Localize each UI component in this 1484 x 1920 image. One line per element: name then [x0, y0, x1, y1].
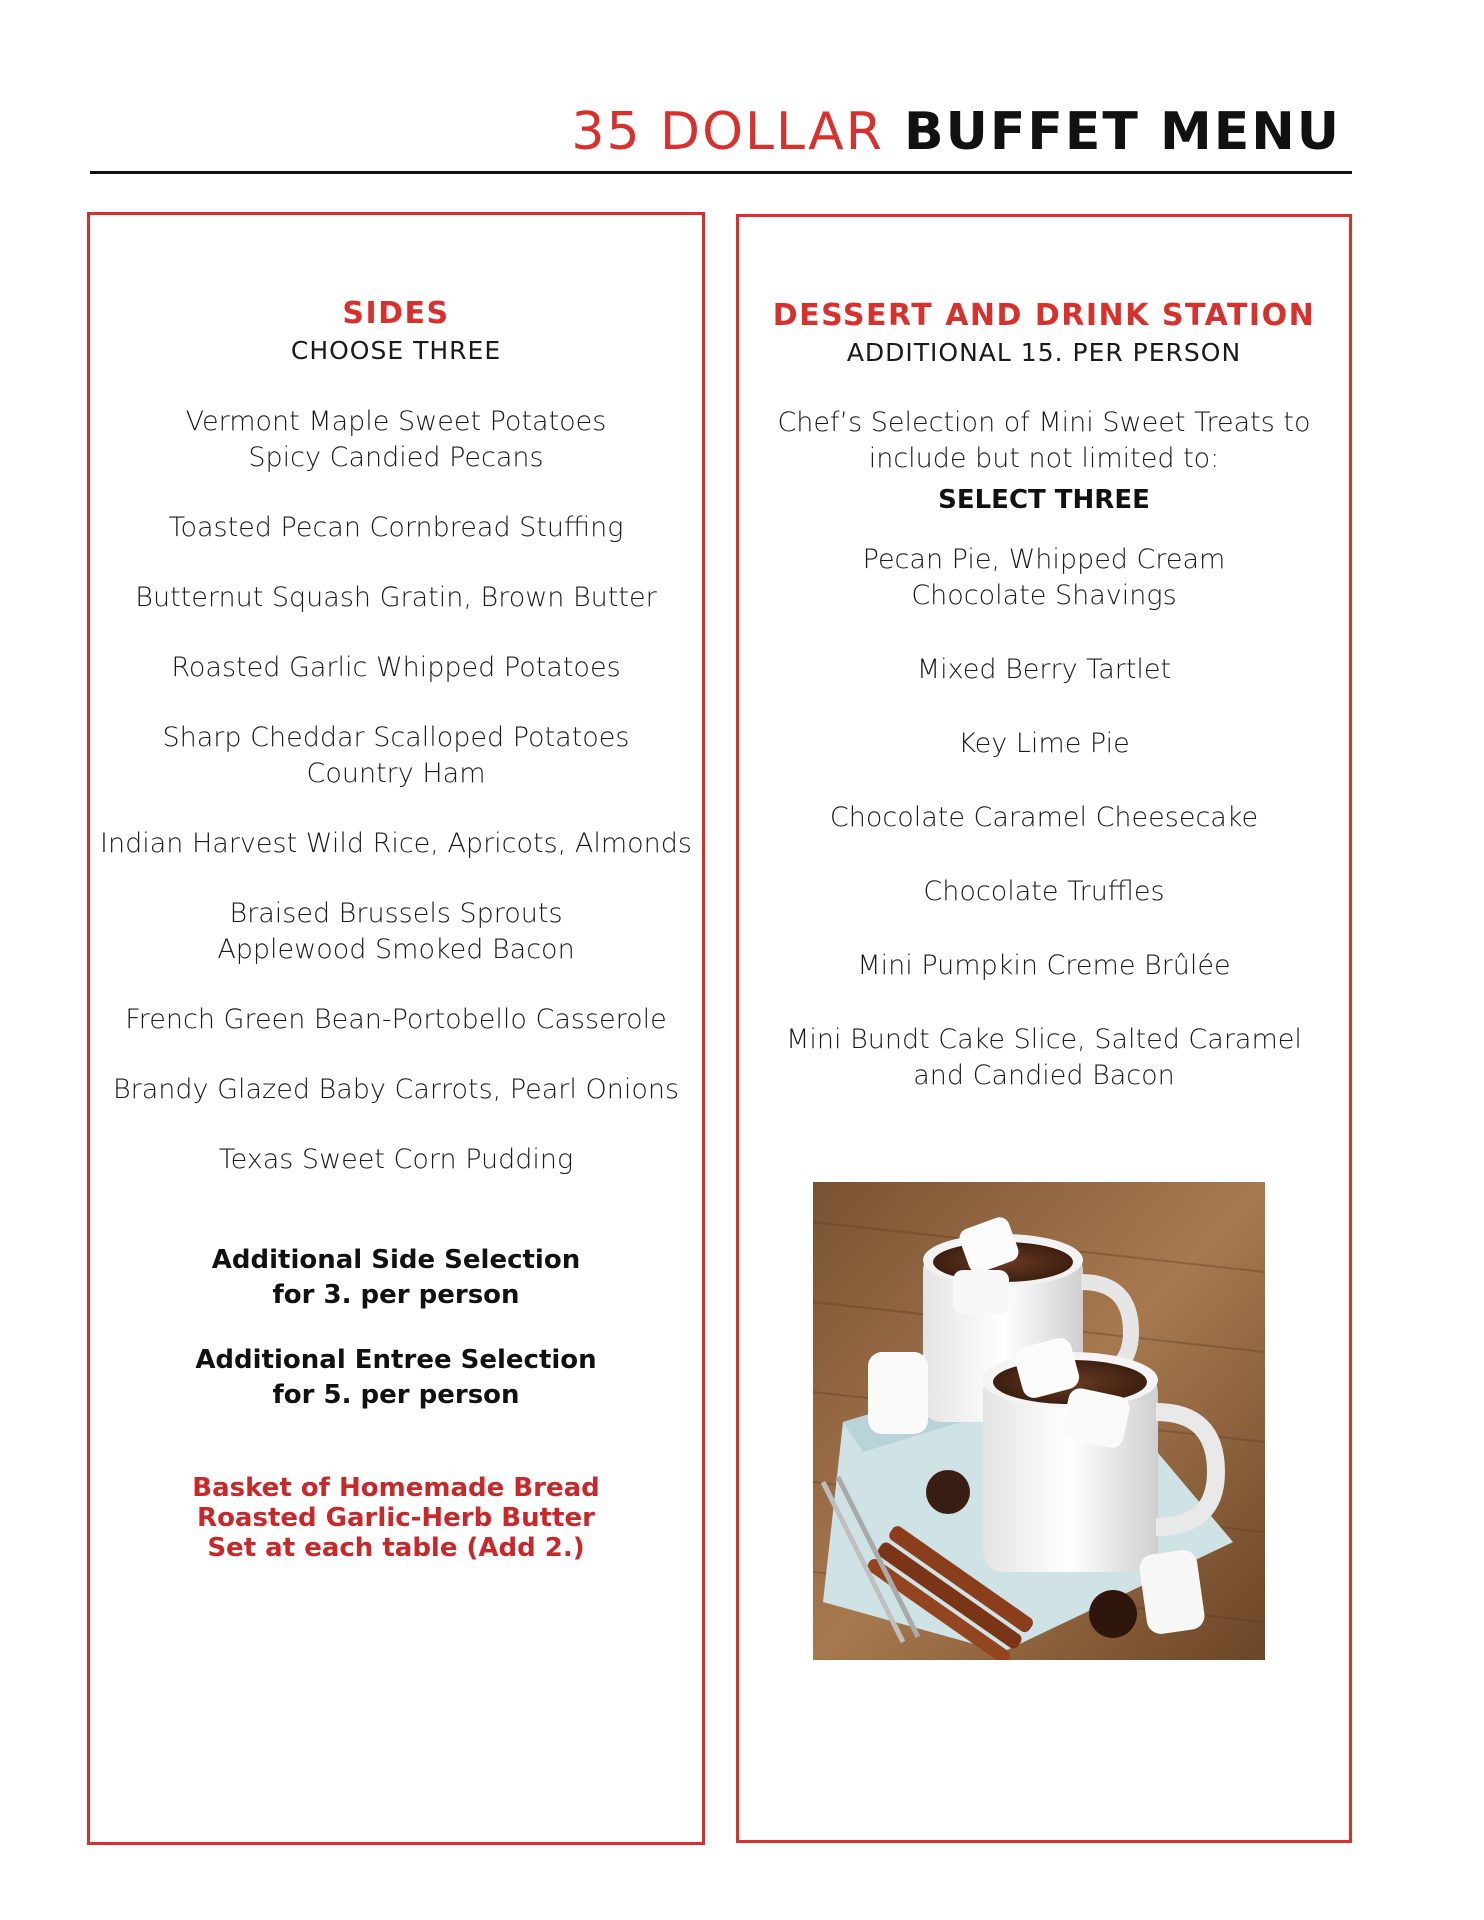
dessert-item	[739, 948, 1349, 984]
side-item	[90, 1002, 702, 1038]
dessert-list	[739, 542, 1349, 1132]
side-item	[90, 1142, 702, 1178]
dessert-item	[739, 800, 1349, 836]
side-item	[90, 826, 702, 862]
side-item-line: Indian Harvest Wild Rice, Apricots, Almonds	[100, 828, 692, 859]
dessert-item-line: Chocolate Truffles	[923, 876, 1165, 907]
dessert-panel	[736, 214, 1352, 1843]
additional-selection-line: Additional Entree Selection	[195, 1345, 597, 1375]
title-divider	[90, 171, 1352, 174]
side-item	[90, 510, 702, 546]
side-item-line: Toasted Pecan Cornbread Stuffing	[168, 512, 624, 543]
bread-line: Set at each table (Add 2.)	[207, 1533, 585, 1563]
side-item-line: Spicy Candied Pecans	[248, 442, 544, 473]
side-item-line: French Green Bean-Portobello Casserole	[125, 1004, 667, 1035]
select-three-label: SELECT THREE	[938, 485, 1150, 515]
dessert-item	[739, 874, 1349, 910]
side-item	[90, 896, 702, 968]
additional-selections	[90, 1243, 702, 1443]
dessert-item-line: Mixed Berry Tartlet	[916, 654, 1172, 685]
dessert-item	[739, 652, 1349, 688]
side-item-line: Texas Sweet Corn Pudding	[218, 1144, 574, 1175]
dessert-item-line: Chocolate Caramel Cheesecake	[829, 802, 1259, 833]
additional-selection-line: for 3. per person	[272, 1280, 520, 1310]
side-item	[90, 650, 702, 686]
title-menu: BUFFET MENU	[903, 102, 1341, 162]
side-item-line: Roasted Garlic Whipped Potatoes	[171, 652, 621, 683]
dessert-subtitle: ADDITIONAL 15. PER PERSON	[846, 338, 1242, 367]
sides-panel	[87, 212, 705, 1845]
dessert-header	[739, 299, 1349, 368]
dessert-item-line: Chocolate Shavings	[911, 580, 1177, 611]
sides-header	[90, 297, 702, 366]
bread-note	[90, 1473, 702, 1563]
side-item-line: Country Ham	[306, 758, 486, 789]
dessert-item	[739, 542, 1349, 614]
additional-selection-line: for 5. per person	[272, 1380, 520, 1410]
side-item	[90, 404, 702, 476]
intro-line: Chef’s Selection of Mini Sweet Treats to	[777, 407, 1311, 438]
additional-selection-line: Additional Side Selection	[211, 1245, 581, 1275]
side-item	[90, 720, 702, 792]
dessert-item-line: and Candied Bacon	[913, 1060, 1175, 1091]
intro-line: include but not limited to:	[868, 443, 1220, 474]
sides-list	[90, 404, 702, 1212]
page-title	[571, 102, 1341, 162]
side-item-line: Braised Brussels Sprouts	[229, 898, 563, 929]
dessert-intro	[739, 405, 1349, 515]
title-price: 35 DOLLAR	[571, 102, 884, 162]
sides-subtitle: CHOOSE THREE	[290, 336, 502, 365]
side-item-line: Vermont Maple Sweet Potatoes	[185, 406, 607, 437]
side-item-line: Butternut Squash Gratin, Brown Butter	[135, 582, 657, 613]
additional-selection	[90, 1243, 702, 1313]
dessert-title: DESSERT AND DRINK STATION	[772, 298, 1316, 333]
dessert-item-line: Mini Bundt Cake Slice, Salted Caramel	[786, 1024, 1302, 1055]
dessert-item-line: Mini Pumpkin Creme Brûlée	[857, 950, 1231, 981]
side-item	[90, 1072, 702, 1108]
side-item-line: Sharp Cheddar Scalloped Potatoes	[162, 722, 630, 753]
hot-chocolate-photo	[813, 1182, 1265, 1660]
additional-selection	[90, 1343, 702, 1413]
bread-line: Roasted Garlic-Herb Butter	[197, 1503, 595, 1533]
bread-line: Basket of Homemade Bread	[192, 1473, 600, 1503]
dessert-item-line: Key Lime Pie	[958, 728, 1130, 759]
side-item-line: Brandy Glazed Baby Carrots, Pearl Onions	[112, 1074, 680, 1105]
sides-title: SIDES	[342, 296, 450, 331]
dessert-item-line: Pecan Pie, Whipped Cream	[862, 544, 1226, 575]
dessert-item	[739, 1022, 1349, 1094]
side-item	[90, 580, 702, 616]
side-item-line: Applewood Smoked Bacon	[217, 934, 575, 965]
dessert-item	[739, 726, 1349, 762]
